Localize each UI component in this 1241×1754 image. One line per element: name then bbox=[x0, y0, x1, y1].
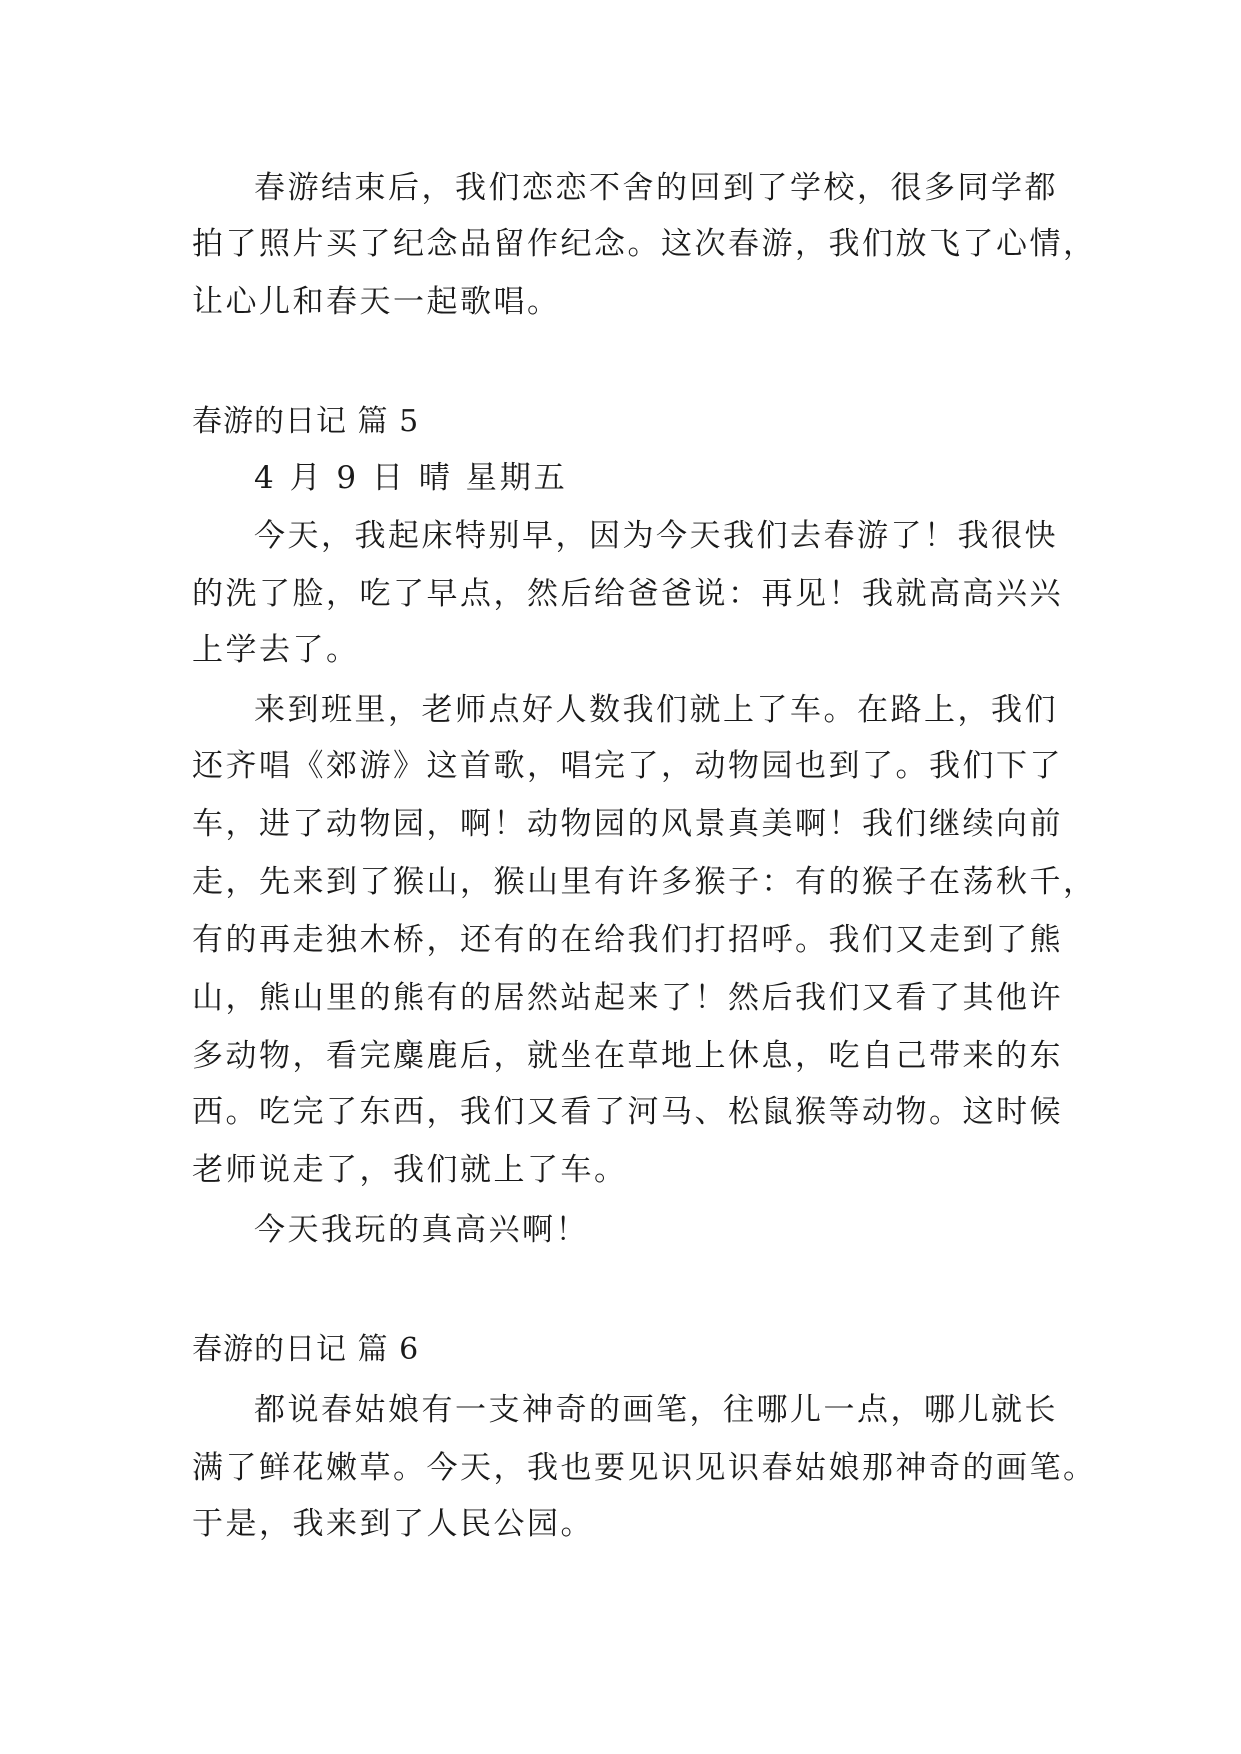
paragraph-line: 今天，我起床特别早，因为今天我们去春游了！我很快 bbox=[254, 518, 1058, 554]
section-heading: 春游的日记 篇 5 bbox=[192, 404, 420, 439]
paragraph-line: 都说春姑娘有一支神奇的画笔，往哪儿一点，哪儿就长 bbox=[254, 1392, 1058, 1428]
paragraph-line: 今天我玩的真高兴啊！ bbox=[254, 1212, 589, 1248]
paragraph-line: 于是，我来到了人民公园。 bbox=[192, 1506, 594, 1542]
paragraph-line: 拍了照片买了纪念品留作纪念。这次春游，我们放飞了心情， bbox=[192, 226, 1097, 262]
paragraph-line: 有的再走独木桥，还有的在给我们打招呼。我们又走到了熊 bbox=[192, 922, 1063, 958]
paragraph-line: 老师说走了，我们就上了车。 bbox=[192, 1152, 628, 1188]
paragraph-line: 多动物，看完麋鹿后，就坐在草地上休息，吃自己带来的东 bbox=[192, 1038, 1063, 1074]
paragraph-line: 走，先来到了猴山，猴山里有许多猴子：有的猴子在荡秋千， bbox=[192, 864, 1097, 900]
paragraph-line: 山，熊山里的熊有的居然站起来了！然后我们又看了其他许 bbox=[192, 980, 1063, 1016]
paragraph-line: 车，进了动物园，啊！动物园的风景真美啊！我们继续向前 bbox=[192, 806, 1063, 842]
date-line: 4 月 9 日 晴 星期五 bbox=[254, 460, 568, 496]
section-heading: 春游的日记 篇 6 bbox=[192, 1332, 420, 1367]
paragraph-line: 满了鲜花嫩草。今天，我也要见识见识春姑娘那神奇的画笔。 bbox=[192, 1450, 1097, 1486]
paragraph-line: 来到班里，老师点好人数我们就上了车。在路上，我们 bbox=[254, 692, 1058, 728]
paragraph-line: 春游结束后，我们恋恋不舍的回到了学校，很多同学都 bbox=[254, 170, 1058, 206]
paragraph-line: 上学去了。 bbox=[192, 632, 360, 668]
paragraph-line: 西。吃完了东西，我们又看了河马、松鼠猴等动物。这时候 bbox=[192, 1094, 1063, 1130]
paragraph-line: 的洗了脸，吃了早点，然后给爸爸说：再见！我就高高兴兴 bbox=[192, 576, 1063, 612]
paragraph-line: 让心儿和春天一起歌唱。 bbox=[192, 284, 561, 320]
paragraph-line: 还齐唱《郊游》这首歌，唱完了，动物园也到了。我们下了 bbox=[192, 748, 1063, 784]
